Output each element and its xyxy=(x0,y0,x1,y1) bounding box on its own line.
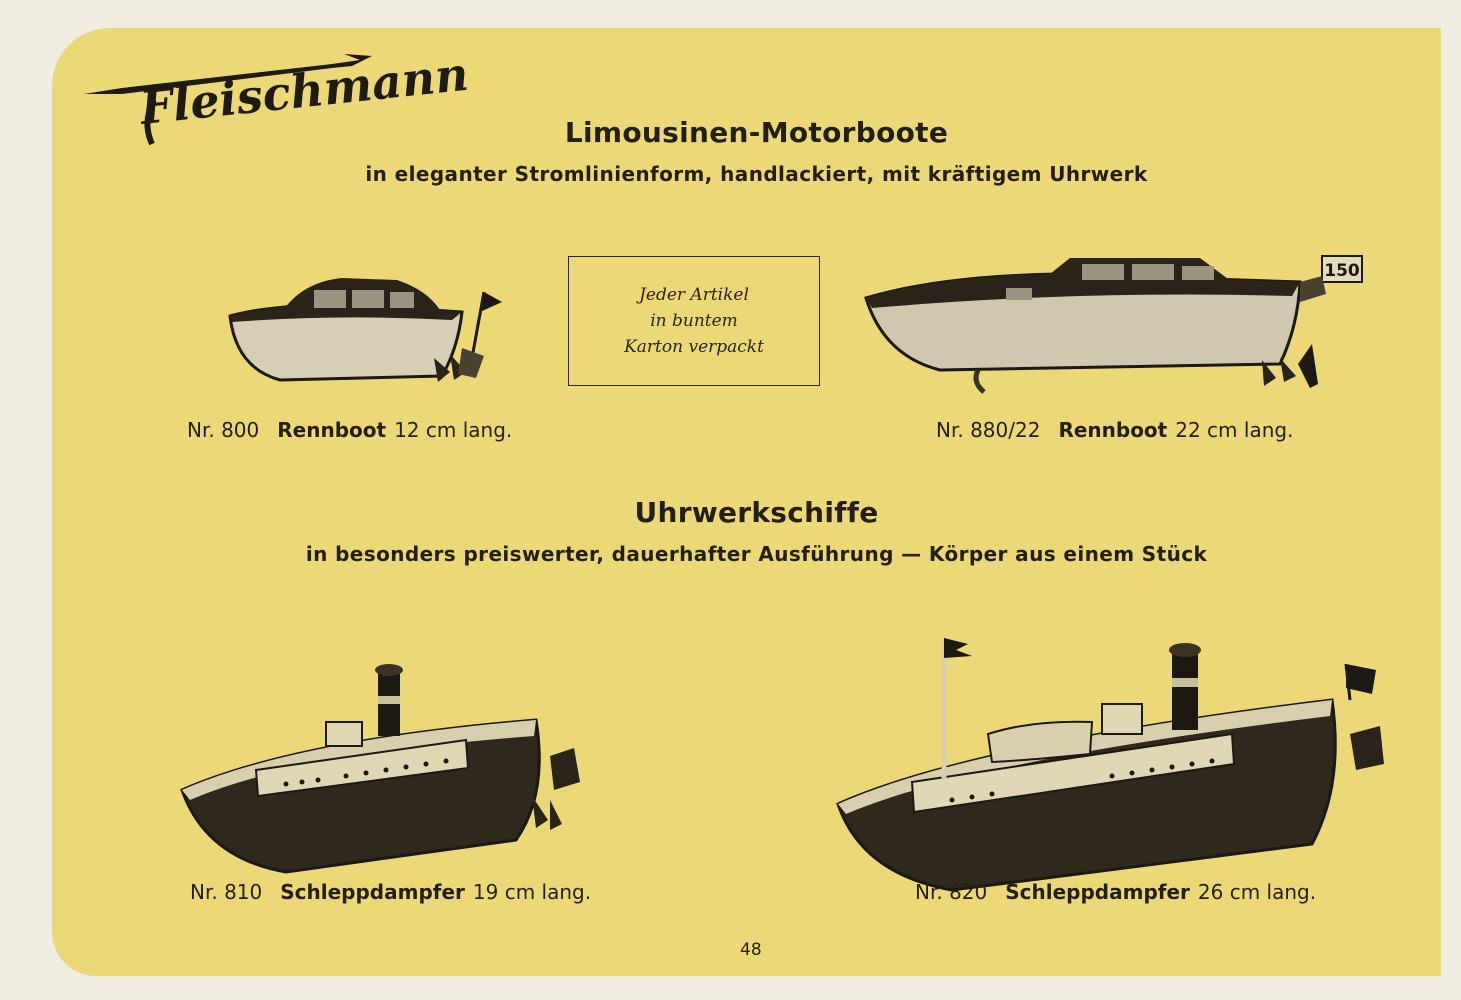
caption-810-length: 19 cm lang. xyxy=(472,880,592,904)
caption-820-length: 26 cm lang. xyxy=(1197,880,1317,904)
rennboot-880-image xyxy=(860,246,1370,396)
section-title-uhrwerkschiffe: Uhrwerkschiffe xyxy=(634,496,879,529)
caption-880-name: Rennboot xyxy=(1058,418,1168,442)
schleppdampfer-810-image xyxy=(176,644,606,876)
caption-810-nr: Nr. 810 xyxy=(190,880,263,904)
notice-line-2: in buntem xyxy=(650,311,738,331)
caption-880-length: 22 cm lang. xyxy=(1175,418,1294,442)
catalog-page xyxy=(52,28,1441,976)
caption-810 xyxy=(190,880,591,904)
notice-line-3: Karton verpackt xyxy=(624,337,764,357)
logo-wordmark: Fleischmann xyxy=(137,46,471,135)
caption-800-nr: Nr. 800 xyxy=(187,418,260,442)
caption-820-nr: Nr. 820 xyxy=(915,880,988,904)
packaging-notice xyxy=(568,256,820,386)
caption-800 xyxy=(187,418,512,442)
notice-line-1: Jeder Artikel xyxy=(639,285,749,305)
caption-880 xyxy=(936,418,1293,442)
schleppdampfer-820-image xyxy=(832,604,1392,896)
race-number-plate: 150 xyxy=(1324,261,1360,281)
caption-880-nr: Nr. 880/22 xyxy=(936,418,1041,442)
caption-810-name: Schleppdampfer xyxy=(280,880,465,904)
section-subtitle-motorboote: in eleganter Stromlinienform, handlackiert, mit kräftigem Uhrwerk xyxy=(365,162,1148,186)
section-subtitle-uhrwerkschiffe: in besonders preiswerter, dauerhafter Ausführung — Körper aus einem Stück xyxy=(305,542,1208,566)
caption-800-length: 12 cm lang. xyxy=(394,418,513,442)
caption-820 xyxy=(915,880,1316,904)
section-title-motorboote: Limousinen-Motorboote xyxy=(564,116,949,149)
rennboot-800-image xyxy=(222,268,512,388)
caption-800-name: Rennboot xyxy=(277,418,387,442)
page-number: 48 xyxy=(740,940,762,960)
caption-820-name: Schleppdampfer xyxy=(1005,880,1190,904)
